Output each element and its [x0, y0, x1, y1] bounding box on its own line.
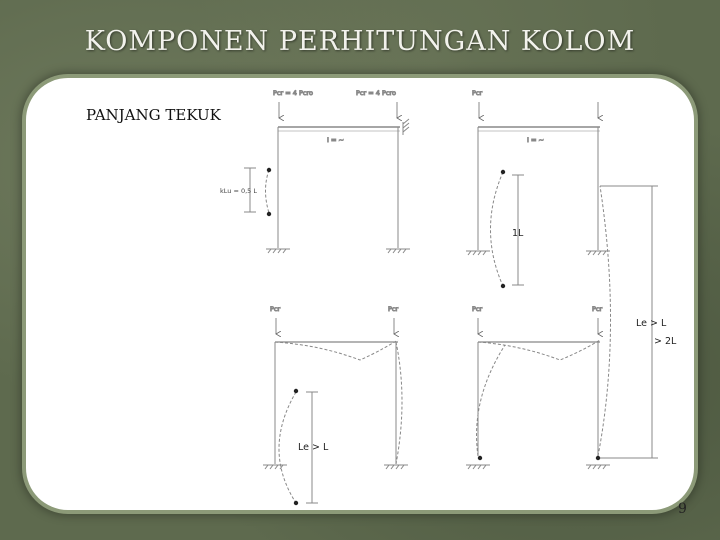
- frame4-base-right: [586, 465, 610, 469]
- right-dimension-label-line1: Le > L: [636, 318, 667, 329]
- frame2-load-label: Pcr: [472, 89, 483, 97]
- frame1-buckled-shape: [266, 170, 270, 213]
- frame2-length-label: 1L: [512, 228, 524, 239]
- frame3-buckled-shape: [279, 392, 296, 503]
- frame4-load-right-label: Pcr: [592, 305, 603, 313]
- frame2-base-right: [586, 251, 610, 255]
- frame2-inflection-top: [501, 170, 505, 174]
- frame4-beam-deflected: [478, 340, 600, 360]
- frame4-load-left-label: Pcr: [472, 305, 483, 313]
- frame-2-sway: [466, 89, 610, 288]
- frame-3-sway: [263, 305, 408, 505]
- section-subtitle: PANJANG TEKUK: [86, 106, 221, 124]
- frame3-beam-deflected: [275, 340, 398, 360]
- frame-4-sway: [466, 186, 658, 469]
- frame2-base-left: [466, 251, 490, 255]
- frame1-inflection-bottom: [267, 212, 271, 216]
- frame1-inflection-top: [267, 168, 271, 172]
- frame2-inflection-bottom: [501, 284, 505, 288]
- frame1-base-left: [266, 249, 290, 253]
- frame-1-braced: [220, 89, 410, 253]
- frame1-load-right-label: Pcr = 4 Pcro: [356, 89, 396, 97]
- frame3-load-right-label: Pcr: [388, 305, 399, 313]
- page-number: 9: [678, 501, 687, 517]
- frame3-inflection-bottom: [294, 501, 298, 505]
- frame3-load-left-label: Pcr: [270, 305, 281, 313]
- slide-title: KOMPONEN PERHITUNGAN KOLOM: [84, 26, 636, 57]
- frame3-base-left: [263, 465, 287, 469]
- frame4-base-left: [466, 465, 490, 469]
- frame4-column-left-deflected: [477, 345, 505, 456]
- frame2-beam-label: I = ~: [527, 136, 544, 144]
- frame1-length-label: kLu = 0,5 L: [220, 187, 257, 195]
- frame1-load-left-label: Pcr = 4 Pcro: [273, 89, 313, 97]
- frame3-inflection-top: [294, 389, 298, 393]
- frame4-pin-right: [596, 456, 600, 460]
- frame3-column-right-deflected: [396, 342, 402, 464]
- frame2-buckled-shape: [491, 172, 504, 286]
- frame3-length-label: Le > L: [298, 442, 329, 453]
- frame1-base-right: [386, 249, 410, 253]
- frame1-beam-label: I = ~: [327, 136, 344, 144]
- frame4-pin-left: [478, 456, 482, 460]
- frame1-lateral-support: [403, 119, 409, 135]
- right-dimension-label-line2: > 2L: [654, 336, 677, 347]
- frame3-base-right: [384, 465, 408, 469]
- frame4-buckled-shape-extended: [598, 186, 611, 456]
